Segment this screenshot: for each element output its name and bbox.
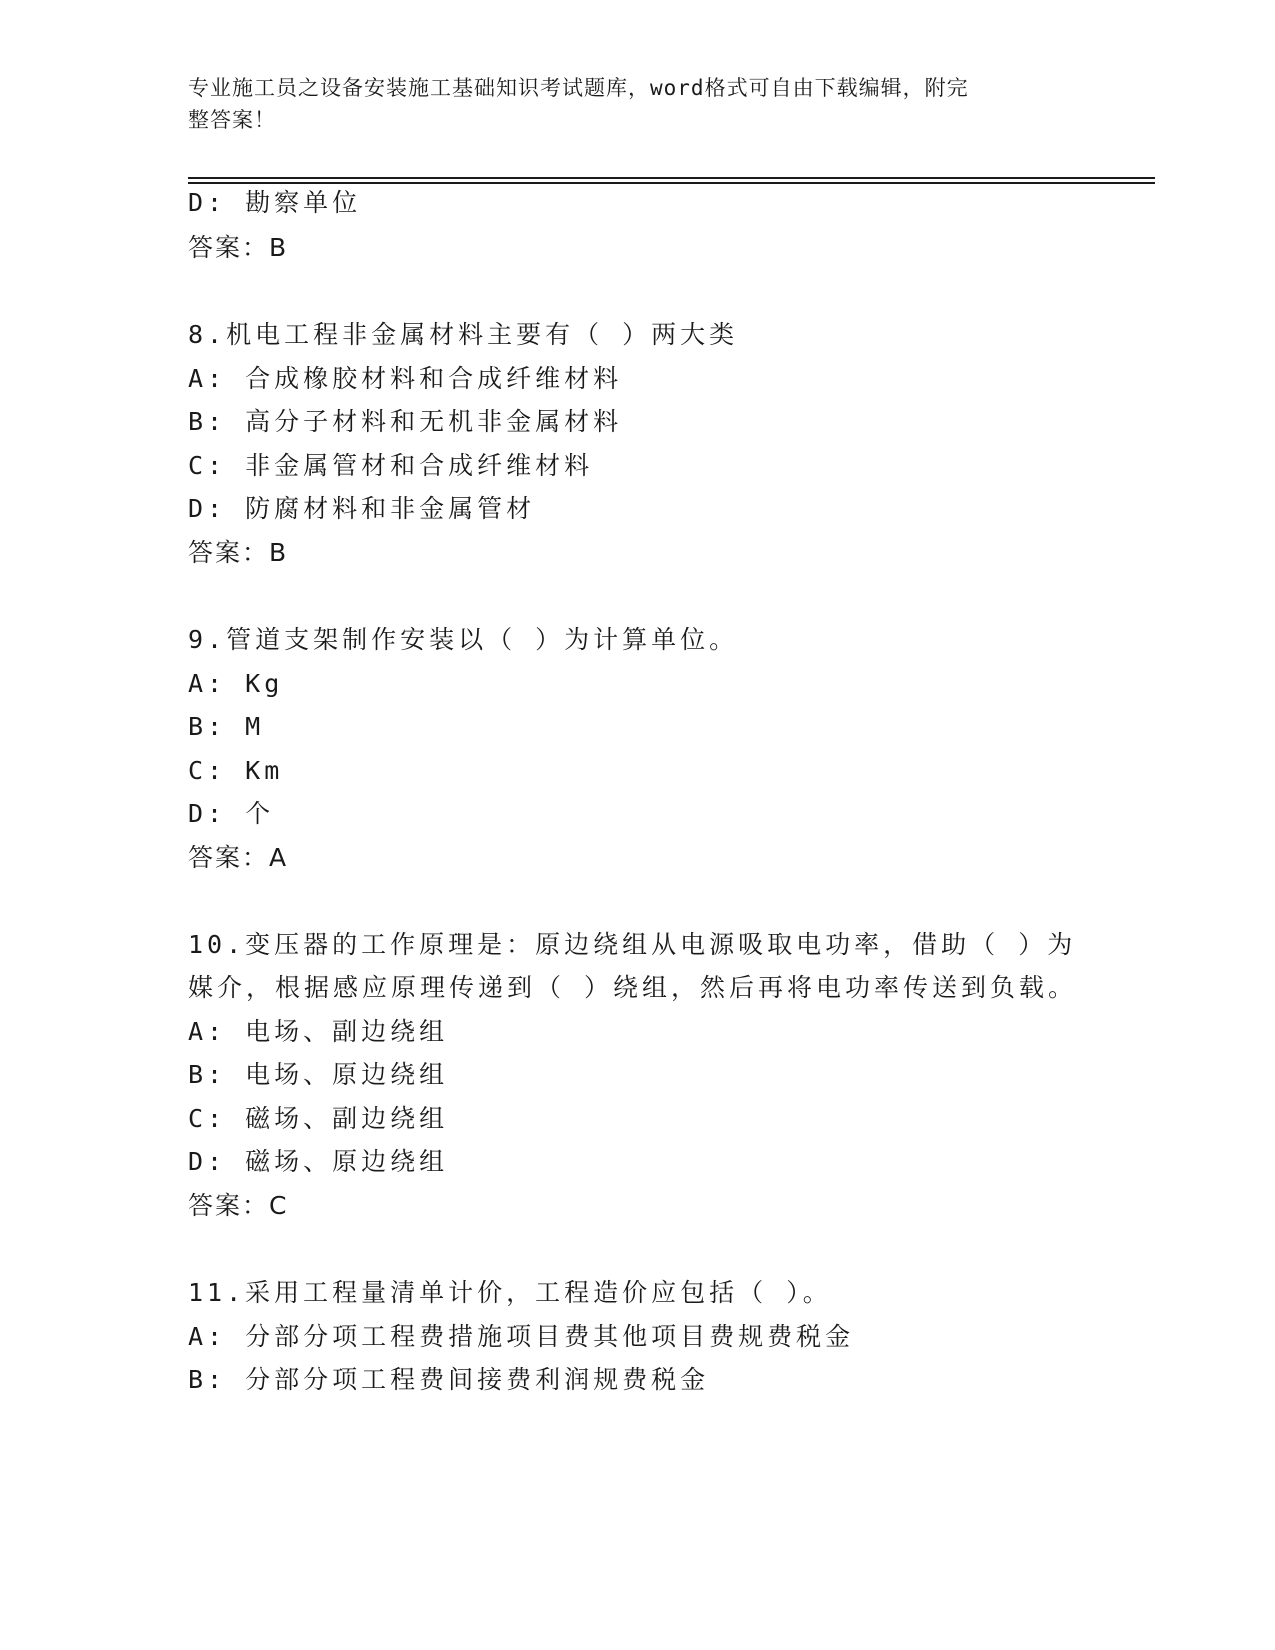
q8-option-a: A: 合成橡胶材料和合成纤维材料	[188, 364, 623, 393]
q8-answer: 答案：B	[188, 538, 289, 567]
prev-option-d: D: 勘察单位	[188, 188, 362, 217]
header-title-line-1: 专业施工员之设备安装施工基础知识考试题库，word格式可自由下载编辑，附完	[188, 76, 969, 100]
q10-stem-line-1: 10.变压器的工作原理是：原边绕组从电源吸取电功率，借助（ ）为	[188, 930, 1077, 959]
q10-answer: 答案：C	[188, 1191, 289, 1220]
q8-option-c: C: 非金属管材和合成纤维材料	[188, 451, 594, 480]
q8-option-d: D: 防腐材料和非金属管材	[188, 494, 536, 523]
header-divider-bottom	[188, 182, 1155, 184]
q10-option-a: A: 电场、副边绕组	[188, 1017, 449, 1046]
q9-option-c: C: Km	[188, 756, 284, 785]
header-title-line-2: 整答案！	[188, 108, 276, 132]
q10-option-c: C: 磁场、副边绕组	[188, 1104, 449, 1133]
prev-answer: 答案：B	[188, 233, 289, 262]
q9-option-b: B: M	[188, 712, 265, 741]
q8-option-b: B: 高分子材料和无机非金属材料	[188, 407, 623, 436]
q9-option-d: D: 个	[188, 799, 275, 828]
q9-answer: 答案：A	[188, 843, 289, 872]
header-divider-top	[188, 177, 1155, 179]
q9-option-a: A: Kg	[188, 669, 284, 698]
q11-option-a: A: 分部分项工程费措施项目费其他项目费规费税金	[188, 1322, 855, 1351]
q8-stem: 8.机电工程非金属材料主要有（ ）两大类	[188, 320, 739, 349]
q11-stem: 11.采用工程量清单计价，工程造价应包括（ ）。	[188, 1278, 832, 1307]
q11-option-b: B: 分部分项工程费间接费利润规费税金	[188, 1365, 710, 1394]
q10-stem-line-2: 媒介，根据感应原理传递到（ ）绕组，然后再将电功率传送到负载。	[188, 973, 1078, 1002]
q10-option-d: D: 磁场、原边绕组	[188, 1147, 449, 1176]
q9-stem: 9.管道支架制作安装以（ ）为计算单位。	[188, 625, 739, 654]
document-header	[188, 72, 1068, 136]
q10-option-b: B: 电场、原边绕组	[188, 1060, 449, 1089]
